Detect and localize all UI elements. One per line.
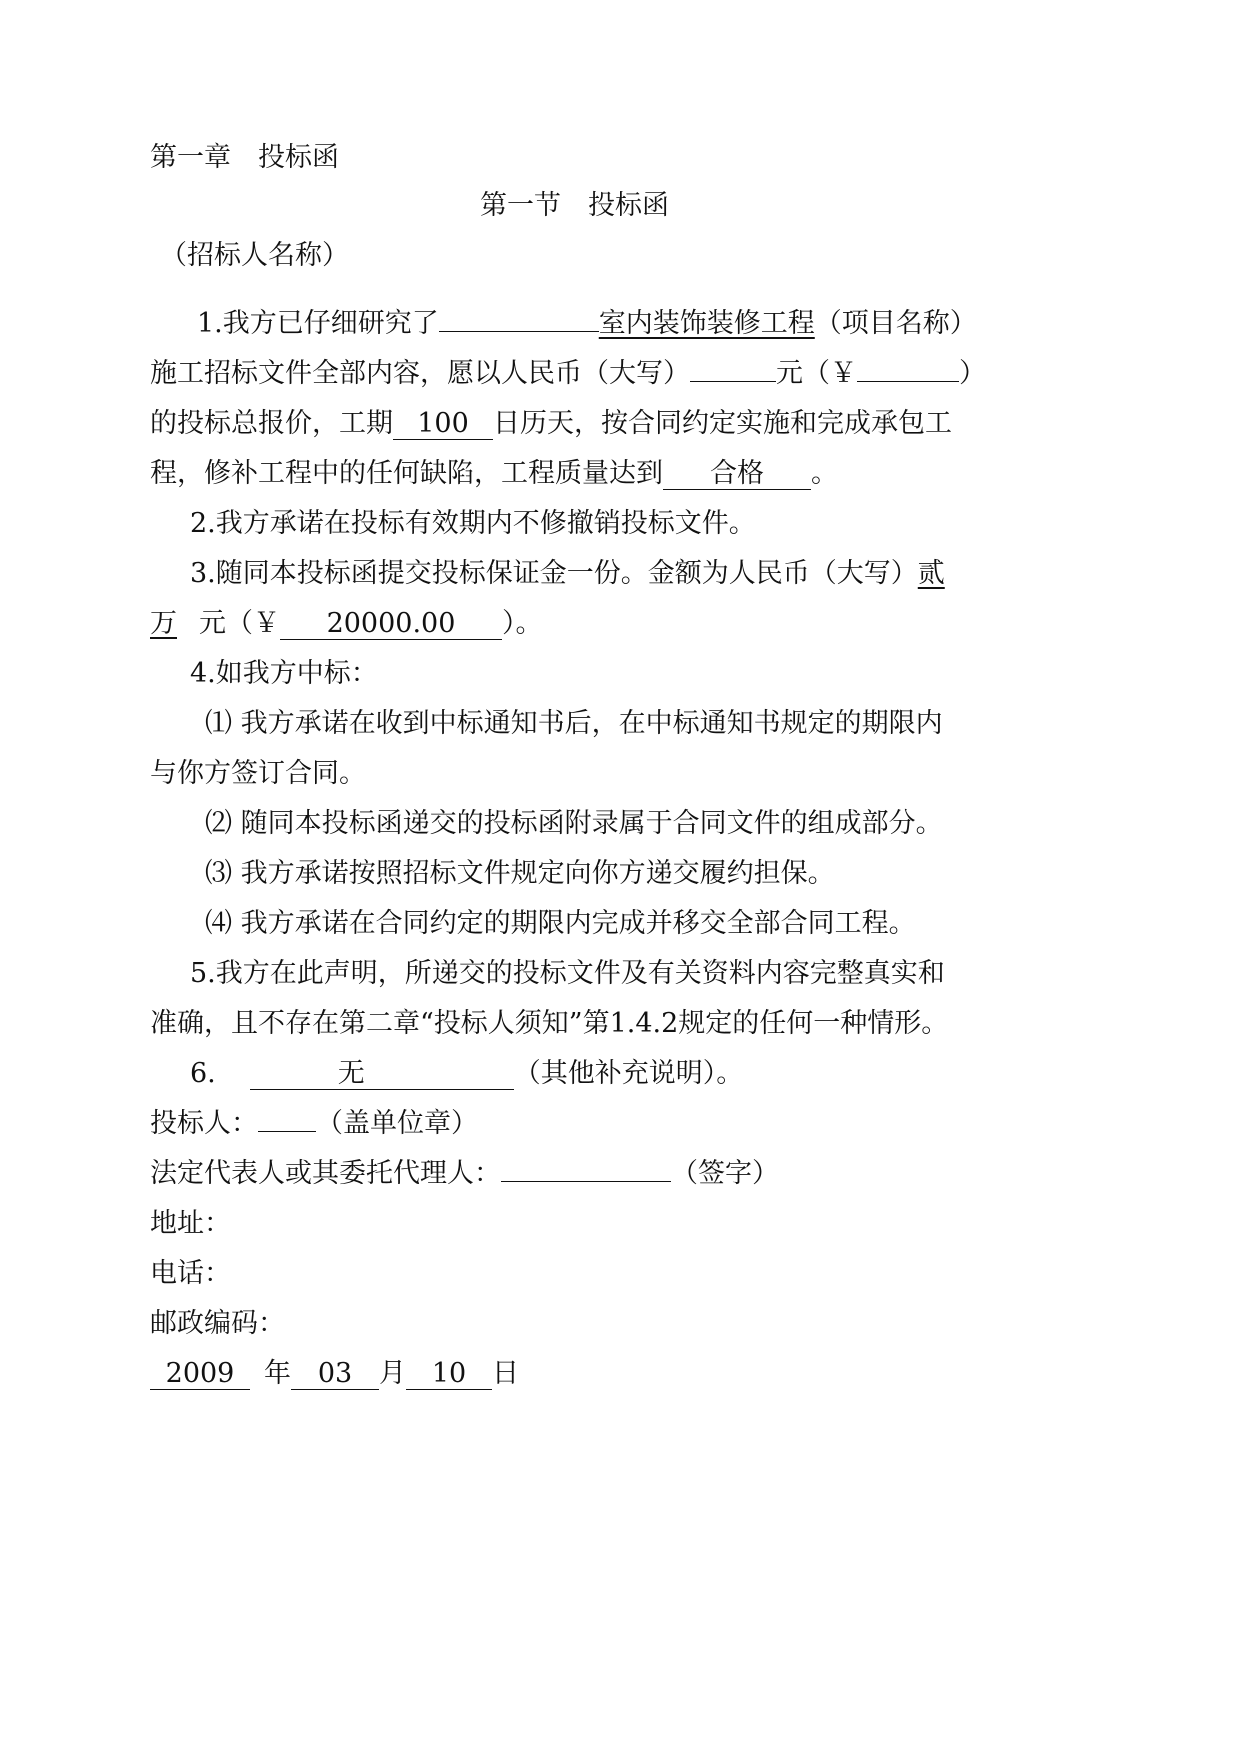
guarantee-amount-number: 20000.00 [280, 609, 502, 640]
date-line [150, 1356, 519, 1392]
item2: 2.我方承诺在投标有效期内不修撤销投标文件。 [190, 508, 756, 539]
representative-label: 法定代表人或其委托代理人： [150, 1158, 501, 1189]
recipient-placeholder: （招标人名称） [160, 240, 349, 271]
bid-amount-words-blank [690, 381, 776, 382]
chapter-heading: 第一章 投标函 [150, 142, 339, 173]
date-month-label: 月 [379, 1358, 406, 1389]
address-label: 地址： [150, 1208, 231, 1239]
item3-line1 [190, 556, 945, 592]
item1-line2 [150, 356, 986, 392]
guarantee-amount-words-1: 贰 [917, 558, 945, 589]
representative-line [150, 1156, 779, 1192]
item1-line4-text: 程，修补工程中的任何缺陷，工程质量达到 [150, 458, 663, 489]
item1-line3-text: 的投标总报价，工期 [150, 408, 393, 439]
project-name-suffix: （项目名称） [814, 308, 977, 339]
item3-line1-text: 3.随同本投标函提交投标保证金一份。金额为人民币（大写） [190, 558, 918, 589]
item4-sub1-line1: ⑴ 我方承诺在收到中标通知书后，在中标通知书规定的期限内 [205, 708, 943, 739]
item4-sub2: ⑵ 随同本投标函递交的投标函附录属于合同文件的组成部分。 [205, 808, 943, 839]
bidder-label: 投标人： [150, 1108, 258, 1139]
item1-line3-suffix: 日历天，按合同约定实施和完成承包工 [493, 408, 952, 439]
bid-amount-number-blank [857, 381, 959, 382]
date-year-label: 年 [264, 1358, 291, 1389]
item6-suffix: （其他补充说明）。 [513, 1058, 744, 1089]
item1-line2-text: 施工招标文件全部内容，愿以人民币（大写） [150, 358, 690, 389]
project-name-value: 室内装饰装修工程 [598, 308, 815, 339]
bidder-suffix: （盖单位章） [316, 1108, 478, 1139]
item4-sub1-line2: 与你方签订合同。 [150, 758, 366, 789]
quality-value: 合格 [663, 459, 811, 490]
duration-value: 100 [393, 409, 493, 440]
bidder-line [150, 1106, 478, 1142]
representative-suffix: （签字） [671, 1158, 779, 1189]
phone-label: 电话： [150, 1258, 231, 1289]
date-year: 2009 [150, 1359, 250, 1390]
item1-line4-end: 。 [811, 458, 838, 489]
item3-yuan-text: 元（￥ [199, 608, 280, 639]
item6-line [190, 1056, 743, 1092]
bidder-blank [258, 1131, 316, 1132]
item4-sub4: ⑷ 我方承诺在合同约定的期限内完成并移交全部合同工程。 [205, 908, 916, 939]
date-month: 03 [291, 1359, 379, 1390]
item6-value: 无 [337, 1058, 365, 1089]
guarantee-amount-words-2: 万 [150, 608, 177, 639]
postcode-label: 邮政编码： [150, 1308, 285, 1339]
item3-line2 [150, 606, 543, 642]
item6-value-field [250, 1059, 514, 1090]
item5-line2: 准确，且不存在第二章“投标人须知”第1.4.2规定的任何一种情形。 [150, 1008, 949, 1039]
representative-blank [501, 1181, 671, 1182]
item6-number: 6. [190, 1058, 216, 1089]
project-name-blank [439, 331, 599, 332]
item1-line3 [150, 406, 952, 442]
item1-close-paren: ） [959, 358, 986, 389]
item5-line1: 5.我方在此声明，所递交的投标文件及有关资料内容完整真实和 [190, 958, 945, 989]
item1-yuan-text: 元（￥ [776, 358, 857, 389]
date-day-label: 日 [492, 1358, 519, 1389]
date-day: 10 [406, 1359, 492, 1390]
item4-sub3: ⑶ 我方承诺按照招标文件规定向你方递交履约担保。 [205, 858, 835, 889]
item4-title: 4.如我方中标： [190, 658, 378, 689]
section-heading: 第一节 投标函 [480, 190, 669, 221]
item1-line1 [197, 306, 977, 342]
item1-prefix: 1.我方已仔细研究了 [197, 308, 439, 339]
item3-line2-end: ）。 [502, 608, 543, 639]
item1-line4 [150, 456, 838, 492]
